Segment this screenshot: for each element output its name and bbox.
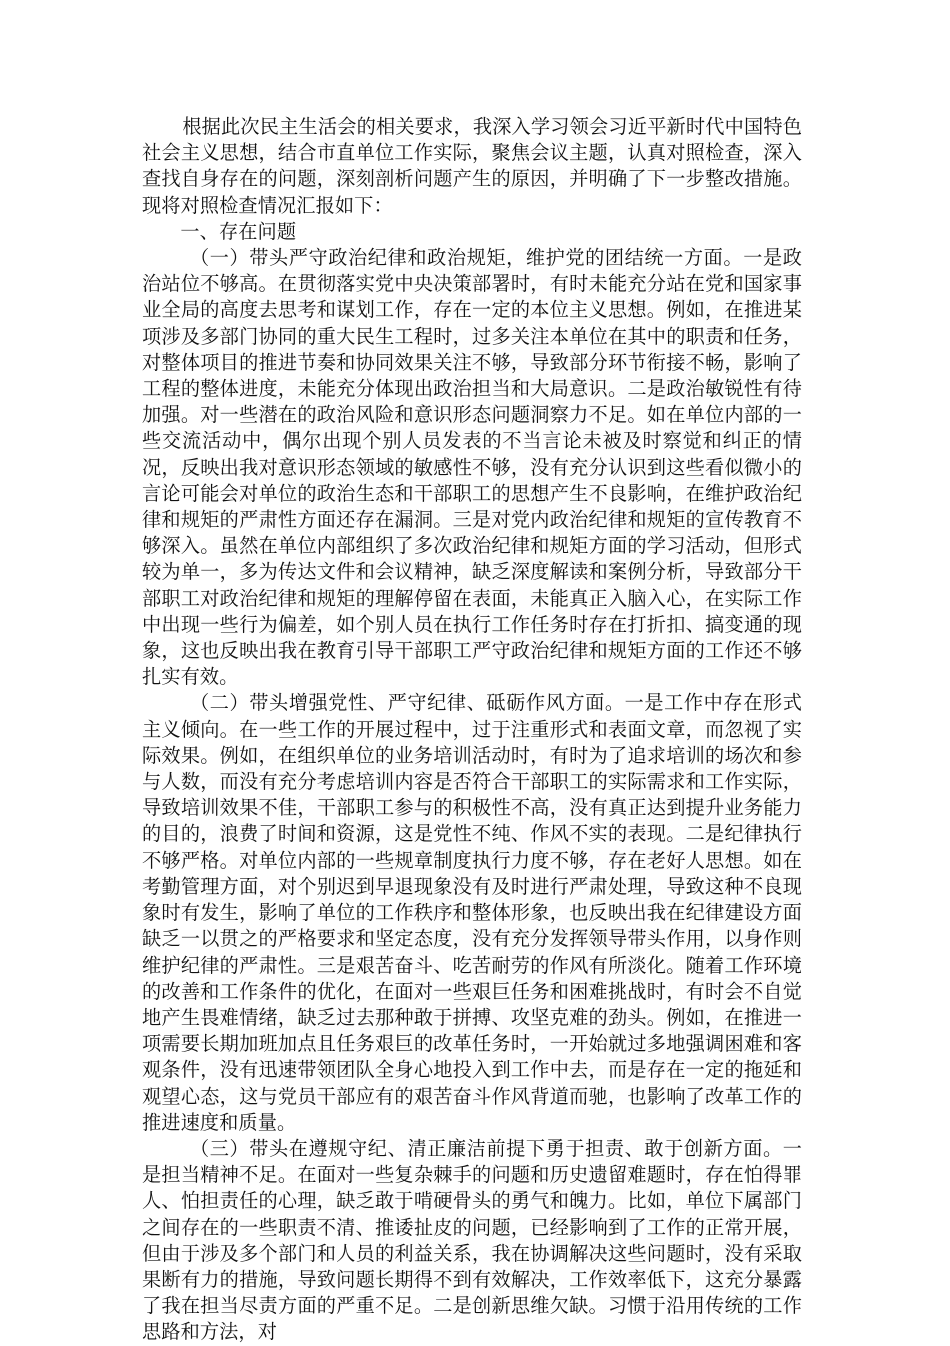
section-heading: 一、存在问题	[180, 219, 297, 243]
body-paragraph-3: （三）带头在遵规守纪、清正廉洁前提下勇于担责、敢于创新方面。一是担当精神不足。在面对一些复杂棘手的问题和历史遗留难题时，存在怕得罪人、怕担责任的心理，缺乏敢于啃硬骨头的勇气和魄力。比如，单位下属部门之间存在的一些职责不清、推诿扯皮的问题，已经影响到了工作的正常开展，但由于涉及多个部门和人员的利益关系，我在协调解决这些问题时，没有采取果断有力的措施，导致问题长期得不到有效解决，工作效率低下，这充分暴露了我在担当尽责方面的严重不足。二是创新思维欠缺。习惯于沿用传统的工作思路和方法，对	[142, 1136, 802, 1344]
body-paragraph-2: （二）带头增强党性、严守纪律、砥砺作风方面。一是工作中存在形式主义倾向。在一些工作的开展过程中，过于注重形式和表面文章，而忽视了实际效果。例如，在组织单位的业务培训活动时，有时为了追求培训的场次和参与人数，而没有充分考虑培训内容是否符合干部职工的实际需求和工作实际，导致培训效果不佳，干部职工参与的积极性不高，没有真正达到提升业务能力的目的，浪费了时间和资源，这是党性不纯、作风不实的表现。二是纪律执行不够严格。对单位内部的一些规章制度执行力度不够，存在老好人思想。如在考勤管理方面，对个别迟到早退现象没有及时进行严肃处理，导致这种不良现象时有发生，影响了单位的工作秩序和整体形象，也反映出我在纪律建设方面缺乏一以贯之的严格要求和坚定态度，没有充分发挥领导带头作用，以身作则维护纪律的严肃性。三是艰苦奋斗、吃苦耐劳的作风有所淡化。随着工作环境的改善和工作条件的优化，在面对一些艰巨任务和困难挑战时，有时会不自觉地产生畏难情绪，缺乏过去那种敢于拼搏、攻坚克难的劲头。例如，在推进一项需要长期加班加点且任务艰巨的改革任务时，一开始就过多地强调困难和客观条件，没有迅速带领团队全身心地投入到工作中去，而是存在一定的拖延和观望心态，这与党员干部应有的艰苦奋斗作风背道而驰，也影响了改革工作的推进速度和质量。	[142, 691, 802, 1134]
document-body	[142, 114, 802, 1346]
intro-paragraph: 根据此次民主生活会的相关要求，我深入学习领会习近平新时代中国特色社会主义思想，结合市直单位工作实际，聚焦会议主题，认真对照检查，深入查找自身存在的问题，深刻剖析问题产生的原因，并明确了下一步整改措施。现将对照检查情况汇报如下：	[142, 115, 802, 217]
body-paragraph-1: （一）带头严守政治纪律和政治规矩，维护党的团结统一方面。一是政治站位不够高。在贯彻落实党中央决策部署时，有时未能充分站在党和国家事业全局的高度去思考和谋划工作，存在一定的本位主义思想。例如，在推进某项涉及多部门协同的重大民生工程时，过多关注本单位在其中的职责和任务，对整体项目的推进节奏和协同效果关注不够，导致部分环节衔接不畅，影响了工程的整体进度，未能充分体现出政治担当和大局意识。二是政治敏锐性有待加强。对一些潜在的政治风险和意识形态问题洞察力不足。如在单位内部的一些交流活动中，偶尔出现个别人员发表的不当言论未被及时察觉和纠正的情况，反映出我对意识形态领域的敏感性不够，没有充分认识到这些看似微小的言论可能会对单位的政治生态和干部职工的思想产生不良影响，在维护政治纪律和规矩的严肃性方面还存在漏洞。三是对党内政治纪律和规矩的宣传教育不够深入。虽然在单位内部组织了多次政治纪律和规矩方面的学习活动，但形式较为单一，多为传达文件和会议精神，缺乏深度解读和案例分析，导致部分干部职工对政治纪律和规矩的理解停留在表面，未能真正入脑入心，在实际工作中出现一些行为偏差，如个别人员在执行工作任务时存在打折扣、搞变通的现象，这也反映出我在教育引导干部职工严守政治纪律和规矩方面的工作还不够扎实有效。	[142, 246, 802, 689]
